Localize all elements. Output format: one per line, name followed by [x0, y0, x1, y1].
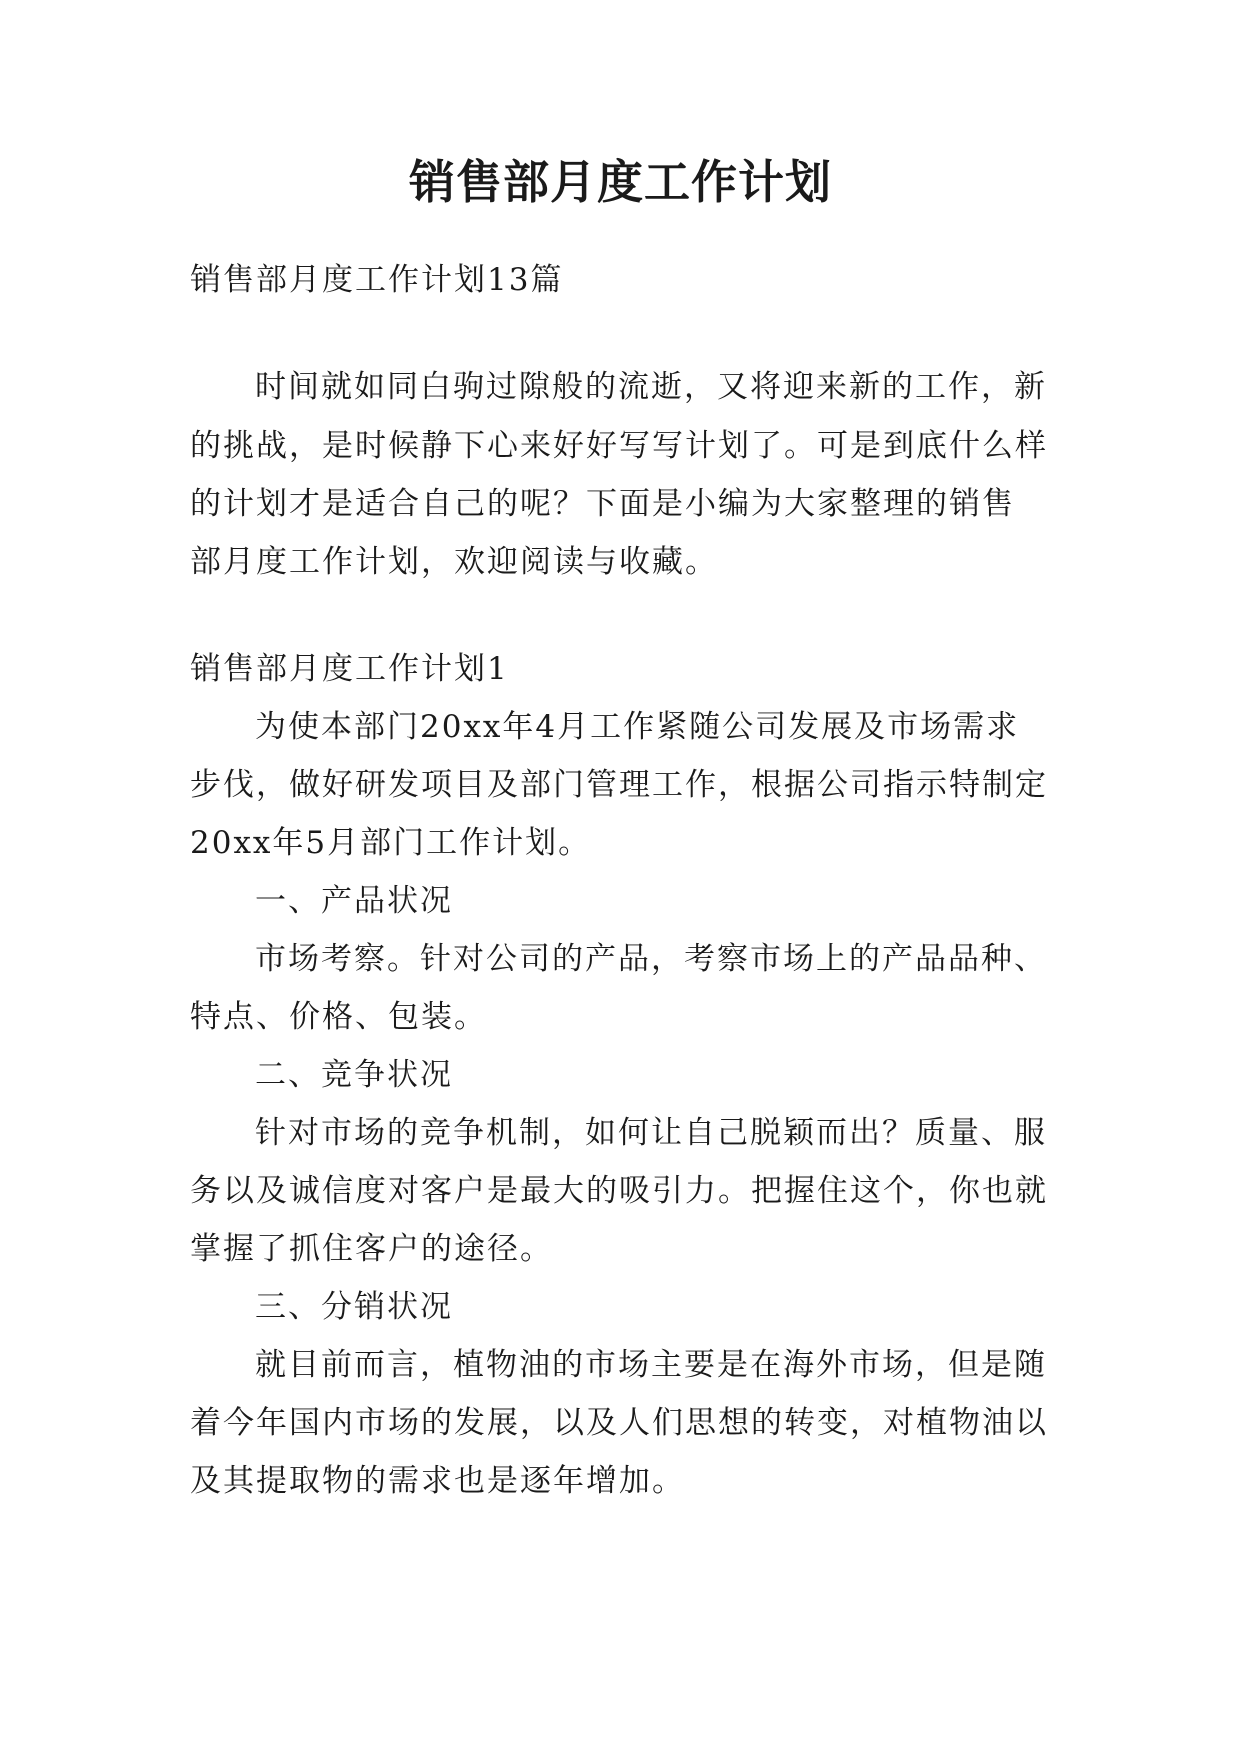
intro-line-1: 时间就如同白驹过隙般的流逝，又将迎来新的工作，新 [255, 369, 1047, 405]
paragraph-2-line-2: 特点、价格、包装。 [190, 999, 487, 1035]
paragraph-3-line-1: 针对市场的竞争机制，如何让自己脱颖而出？质量、服 [255, 1115, 1047, 1151]
intro-line-3: 的计划才是适合自己的呢？下面是小编为大家整理的销售 [190, 486, 1015, 522]
section-heading-1: 销售部月度工作计划1 [190, 651, 509, 687]
paragraph-1-line-1: 为使本部门20xx年4月工作紧随公司发展及市场需求 [255, 709, 1020, 745]
paragraph-3-line-3: 掌握了抓住客户的途径。 [190, 1231, 553, 1267]
heading-product-status: 一、产品状况 [255, 883, 453, 919]
paragraph-4-line-3: 及其提取物的需求也是逐年增加。 [190, 1463, 685, 1499]
paragraph-2-line-1: 市场考察。针对公司的产品，考察市场上的产品品种、 [255, 941, 1047, 977]
paragraph-4-line-1: 就目前而言，植物油的市场主要是在海外市场，但是随 [255, 1347, 1047, 1383]
intro-line-4: 部月度工作计划，欢迎阅读与收藏。 [190, 544, 718, 580]
paragraph-3-line-2: 务以及诚信度对客户是最大的吸引力。把握住这个，你也就 [190, 1173, 1048, 1209]
heading-distribution-status: 三、分销状况 [255, 1289, 453, 1325]
intro-line-2: 的挑战，是时候静下心来好好写写计划了。可是到底什么样 [190, 428, 1048, 464]
heading-competition-status: 二、竞争状况 [255, 1057, 453, 1093]
paragraph-4-line-2: 着今年国内市场的发展，以及人们思想的转变，对植物油以 [190, 1405, 1048, 1441]
document-title: 销售部月度工作计划 [409, 155, 832, 209]
paragraph-1-line-3: 20xx年5月部门工作计划。 [190, 825, 592, 861]
subtitle-line: 销售部月度工作计划13篇 [190, 262, 564, 298]
paragraph-1-line-2: 步伐，做好研发项目及部门管理工作，根据公司指示特制定 [190, 767, 1048, 803]
